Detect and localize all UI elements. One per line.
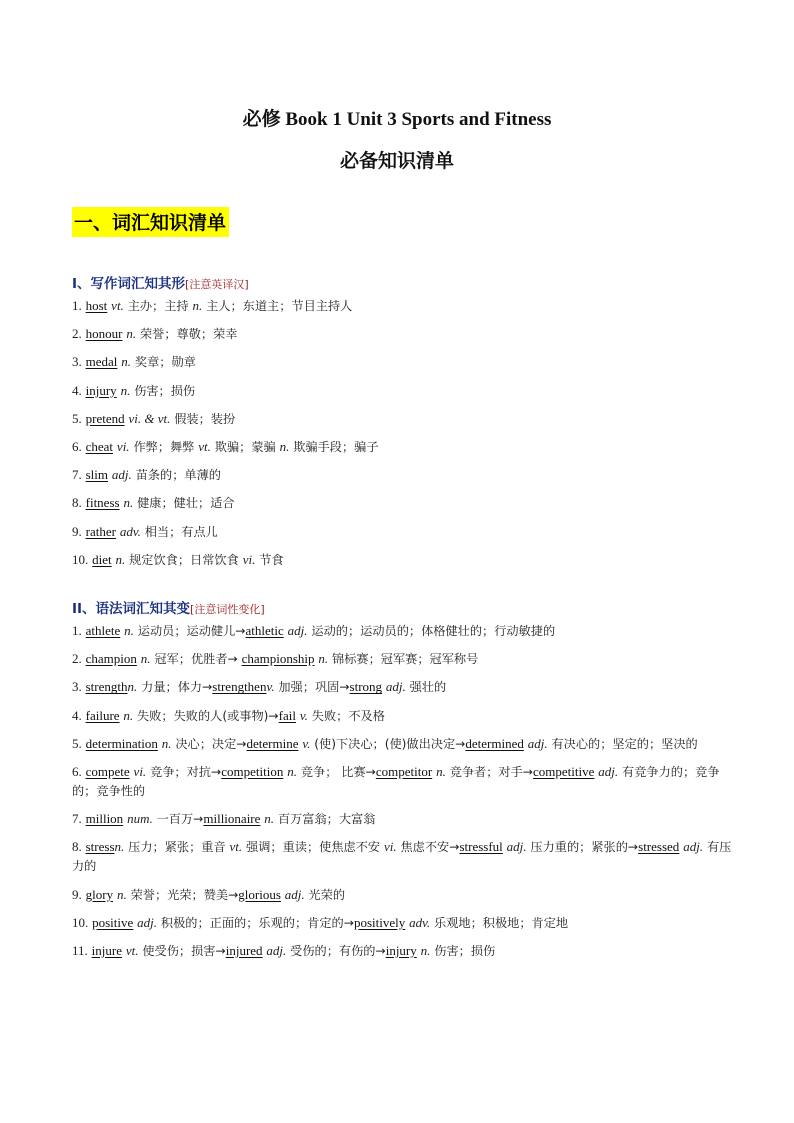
vocab-word: medal xyxy=(85,354,118,370)
list-item: 1. athlete n. 运动员；运动健儿→athletic adj. 运动的；运动员的；体格健壮的；行动敏捷的 xyxy=(72,623,556,638)
list-item: 5. determination n. 决心；决定→determine v. (使)下决心；(使)做出决定→determined adj. 有决心的；坚定的；坚决的 xyxy=(72,735,698,751)
list-item: 9. glory n. 荣誉；光荣；赞美→glorious adj. 光荣的 xyxy=(72,886,346,902)
writing-vocab-list xyxy=(72,296,732,578)
grammar-vocab-list xyxy=(72,621,732,969)
list-item: 3. medal n. 奖章；勋章 xyxy=(72,354,196,370)
vocab-word: athlete xyxy=(85,623,121,638)
list-item: 6. compete vi. 竞争；对抗→competition n. 竞争； 比赛→competitor n. 竞争者；对手→competitive adj. 有竞争力的；竞争的；竞争性的 xyxy=(72,763,720,798)
list-item: 5. pretend vi. & vt. 假装；装扮 xyxy=(72,410,236,426)
vocab-word: million xyxy=(85,811,124,827)
section-heading-text: II、语法词汇知其变 xyxy=(72,601,191,617)
vocab-word: millionaire xyxy=(203,811,261,827)
list-item: 7. million num. 一百万→millionaire n. 百万富翁；大富翁 xyxy=(72,811,376,827)
section-heading-writing-vocab xyxy=(72,272,249,292)
vocab-word: fail xyxy=(278,707,296,723)
document-subtitle: 必备知识清单 xyxy=(339,151,454,172)
vocab-word: rather xyxy=(85,523,116,539)
vocab-word: injure xyxy=(91,942,122,958)
list-item: 10. positive adj. 积极的；正面的；乐观的；肯定的→positively adv. 乐观地；积极地；肯定地 xyxy=(72,914,569,930)
vocab-word: competitive xyxy=(533,763,595,779)
vocab-word: competition xyxy=(221,763,284,779)
section-heading-text: I、写作词汇知其形 xyxy=(72,276,186,292)
vocab-word: host xyxy=(85,298,108,313)
section-note: [注意词性变化] xyxy=(190,603,265,616)
vocab-word: stress xyxy=(85,839,115,855)
vocab-word: diet xyxy=(92,551,112,567)
list-item: 1. host vt. 主办；主持 n. 主人；东道主；节目主持人 xyxy=(72,298,353,313)
list-item: 10. diet n. 规定饮食；日常饮食 vi. 节食 xyxy=(72,551,284,567)
list-item: 4. failure n. 失败；失败的人(或事物)→fail v. 失败；不及格 xyxy=(72,707,385,723)
vocab-word: strengthen xyxy=(212,679,267,695)
list-item: 9. rather adv. 相当；有点儿 xyxy=(72,523,218,539)
vocab-word: positive xyxy=(92,914,134,930)
list-item: 2. honour n. 荣誉；尊敬；荣幸 xyxy=(72,326,238,342)
list-item: 11. injure vt. 使受伤；损害→injured adj. 受伤的；有伤的→injury n. 伤害；损伤 xyxy=(72,942,496,958)
vocab-word: stressed xyxy=(638,839,680,855)
section-heading-grammar-vocab xyxy=(72,597,265,617)
list-item: 3. strengthn. 力量；体力→strengthenv. 加强；巩固→strong adj. 强壮的 xyxy=(72,679,447,695)
vocab-word: cheat xyxy=(85,438,114,454)
list-item: 6. cheat vi. 作弊；舞弊 vt. 欺骗；蒙骗 n. 欺骗手段；骗子 xyxy=(72,438,379,454)
vocab-word: championship xyxy=(241,651,315,667)
vocab-word: injured xyxy=(225,942,263,958)
vocab-word: athletic xyxy=(245,623,284,638)
vocab-word: stressful xyxy=(459,839,503,855)
list-item: 8. stressn. 压力；紧张；重音 vt. 强调；重读；使焦虑不安 vi. 焦虑不安→stressful adj. 压力重的；紧张的→stressed adj. 有压力的 xyxy=(72,839,732,874)
vocab-word: glory xyxy=(85,886,114,902)
vocab-word: strength xyxy=(85,679,128,695)
vocab-word: positively xyxy=(353,914,406,930)
section-note: [注意英译汉] xyxy=(185,278,249,291)
list-item: 7. slim adj. 苗条的；单薄的 xyxy=(72,467,221,483)
section-banner: 一、词汇知识清单 xyxy=(72,207,229,237)
document-title: 必修 Book 1 Unit 3 Sports and Fitness xyxy=(242,109,552,130)
list-item: 8. fitness n. 健康；健壮；适合 xyxy=(72,495,235,511)
vocab-word: competitor xyxy=(375,763,433,779)
vocab-word: pretend xyxy=(85,410,125,426)
vocab-word: determine xyxy=(246,735,299,751)
vocab-word: honour xyxy=(85,326,123,342)
vocab-word: failure xyxy=(85,707,120,723)
vocab-word: strong xyxy=(349,679,383,695)
vocab-word: injury xyxy=(85,382,117,398)
vocab-word: slim xyxy=(85,467,109,483)
list-item: 2. champion n. 冠军；优胜者→ championship n. 锦标赛；冠军赛；冠军称号 xyxy=(72,651,479,667)
vocab-word: compete xyxy=(85,763,130,779)
vocab-word: glorious xyxy=(238,886,281,902)
vocab-word: determination xyxy=(85,735,158,751)
vocab-word: champion xyxy=(85,651,137,667)
vocab-word: determined xyxy=(465,735,524,751)
vocab-word: injury xyxy=(385,942,417,958)
vocab-word: fitness xyxy=(85,495,120,511)
list-item: 4. injury n. 伤害；损伤 xyxy=(72,382,196,398)
